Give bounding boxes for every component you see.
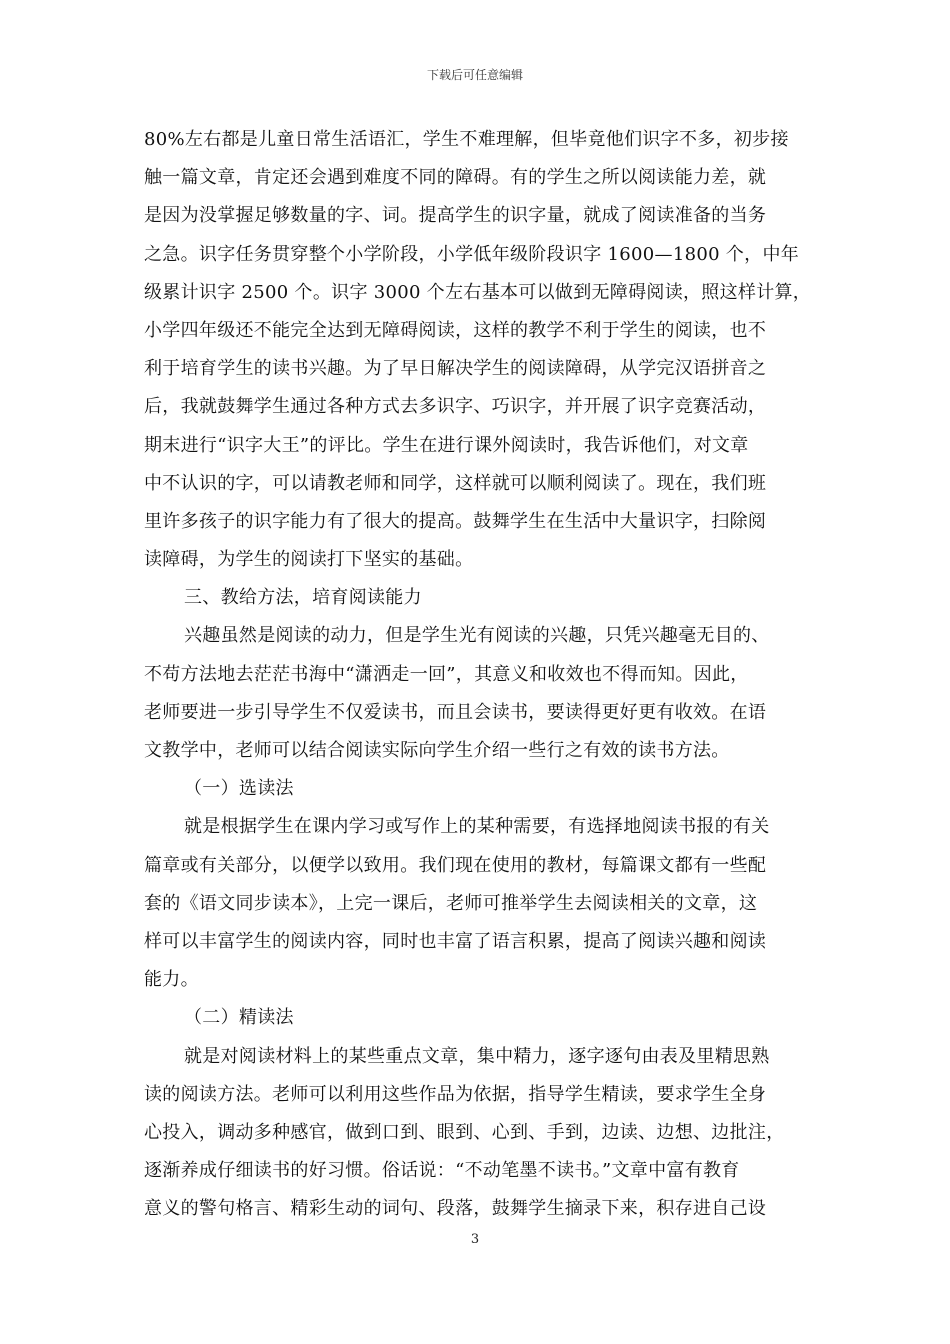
text-line: 后，我就鼓舞学生通过各种方式去多识字、巧识字，并开展了识字竞赛活动， xyxy=(144,396,767,418)
text-line: 老师要进一步引导学生不仅爱读书，而且会读书，要读得更好更有收效。在语 xyxy=(144,701,767,723)
text-line: 就是根据学生在课内学习或写作上的某种需要，有选择地阅读书报的有关 xyxy=(184,816,770,838)
text-line: 不苟方法地去茫茫书海中“潇洒走一回”，其意义和收效也不得而知。因此， xyxy=(144,663,749,685)
text-line: 读的阅读方法。老师可以利用这些作品为依据，指导学生精读，要求学生全身 xyxy=(144,1083,767,1105)
text-line: 80%左右都是儿童日常生活语汇，学生不难理解，但毕竟他们识字不多，初步接 xyxy=(144,129,789,150)
text-line: 三、教给方法，培育阅读能力 xyxy=(184,587,422,609)
text-line: 心投入，调动多种感官，做到口到、眼到、心到、手到，边读、边想、边批注， xyxy=(144,1121,785,1143)
text-line: 级累计识字 2500 个。识字 3000 个左右基本可以做到无障碍阅读，照这样计算， xyxy=(144,281,812,303)
text-line: （一）选读法 xyxy=(184,778,294,800)
text-line: 就是对阅读材料上的某些重点文章，集中精力，逐字逐句由表及里精思熟 xyxy=(184,1045,770,1067)
text-line: 能力。 xyxy=(144,969,199,991)
text-line: 套的《语文同步读本》，上完一课后，老师可推举学生去阅读相关的文章，这 xyxy=(144,892,758,914)
text-line: 里许多孩子的识字能力有了很大的提高。鼓舞学生在生活中大量识字，扫除阅 xyxy=(144,510,767,532)
text-line: （二）精读法 xyxy=(184,1007,294,1029)
text-line: 逐渐养成仔细读书的好习惯。俗话说：“不动笔墨不读书。”文章中富有教育 xyxy=(144,1160,740,1182)
text-line: 触一篇文章，肯定还会遇到难度不同的障碍。有的学生之所以阅读能力差，就 xyxy=(144,167,767,189)
text-line: 篇章或有关部分，以便学以致用。我们现在使用的教材，每篇课文都有一些配 xyxy=(144,854,767,876)
text-line: 小学四年级还不能完全达到无障碍阅读，这样的教学不利于学生的阅读，也不 xyxy=(144,319,767,341)
page-number: 3 xyxy=(470,1232,480,1247)
text-line: 是因为没掌握足够数量的字、词。提高学生的识字量，就成了阅读准备的当务 xyxy=(144,205,767,227)
text-line: 样可以丰富学生的阅读内容，同时也丰富了语言积累，提高了阅读兴趣和阅读 xyxy=(144,930,767,952)
text-line: 意义的警句格言、精彩生动的词句、段落，鼓舞学生摘录下来，积存进自己设 xyxy=(144,1198,767,1220)
text-line: 中不认识的字，可以请教老师和同学，这样就可以顺利阅读了。现在，我们班 xyxy=(144,472,767,494)
text-line: 文教学中，老师可以结合阅读实际向学生介绍一些行之有效的读书方法。 xyxy=(144,740,730,761)
page-header: 下载后可任意编辑 xyxy=(426,68,523,82)
text-line: 利于培育学生的读书兴趣。为了早日解决学生的阅读障碍，从学完汉语拼音之 xyxy=(144,358,767,380)
text-line: 期末进行“识字大王”的评比。学生在进行课外阅读时，我告诉他们，对文章 xyxy=(144,434,749,456)
document-body xyxy=(144,121,824,1228)
text-line: 兴趣虽然是阅读的动力，但是学生光有阅读的兴趣，只凭兴趣毫无目的、 xyxy=(184,625,770,647)
text-line: 读障碍，为学生的阅读打下坚实的基础。 xyxy=(144,549,474,571)
text-line: 之急。识字任务贯穿整个小学阶段，小学低年级阶段识字 1600—1800 个，中年 xyxy=(144,243,800,265)
